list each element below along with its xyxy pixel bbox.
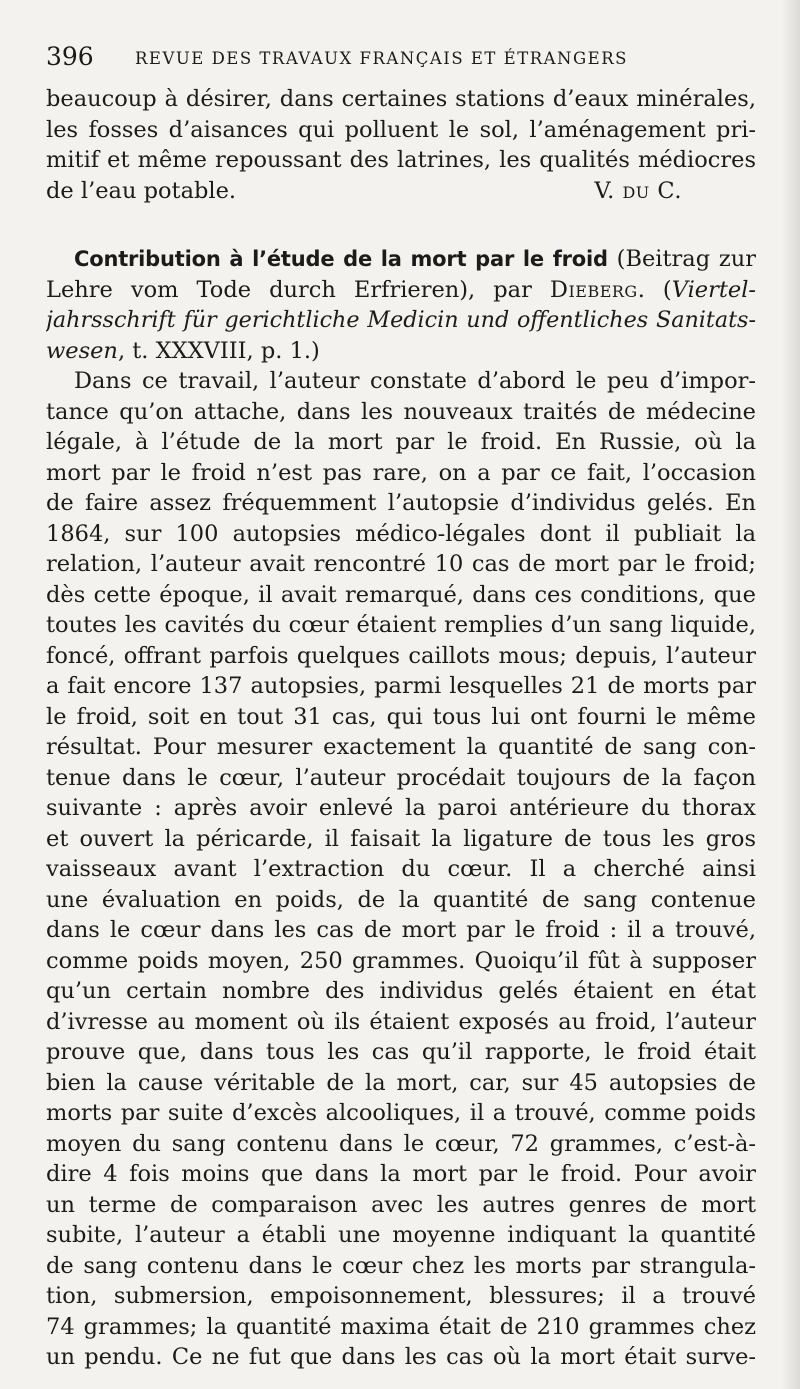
page-edge-shadow — [782, 0, 800, 1389]
body-line: légale, à l’étude de la mort par le froid. En Russie, où la — [46, 429, 756, 455]
body-line: tenue dans le cœur, l’auteur procédait toujours de la façon — [46, 764, 756, 791]
body-line: suivante : après avoir enlevé la paroi antérieure du thorax — [46, 795, 756, 821]
previous-review-line: de l’eau potable. — [46, 177, 237, 204]
body-line: tance qu’on attache, dans les nouveaux traités de médecine — [46, 398, 756, 425]
body-line: mort par le froid n’est pas rare, on a par ce fait, l’occasion — [46, 459, 756, 486]
body-line: a fait encore 137 autopsies, parmi lesquelles 21 de morts par — [46, 673, 756, 699]
article-title: Contribution à l’étude de la mort par le froid — [74, 247, 608, 271]
body-line: tion, submersion, empoisonnement, blessures; il a trouvé — [46, 1283, 756, 1309]
body-line: vaisseaux avant l’extraction du cœur. Il a cherché ainsi — [46, 856, 756, 882]
body-line: et ouvert la péricarde, il faisait la ligature de tous les gros — [46, 825, 756, 852]
article-author: Dieberg — [549, 276, 638, 303]
page-body — [46, 84, 756, 1373]
previous-review-line: les fosses d’aisances qui polluent le sol, l’aménagement pri- — [46, 116, 756, 143]
body-line: Dans ce travail, l’auteur constate d’abord le peu d’impor- — [74, 368, 756, 394]
body-line: 74 grammes; la quantité maxima était de 210 grammes chez — [46, 1313, 756, 1340]
journal-name-line: jahrsschrift für gerichtliche Medicin und offentliches Sanitats- — [46, 307, 756, 333]
body-line: bien la cause véritable de la mort, car, sur 45 autopsies de — [46, 1069, 756, 1096]
body-line: prouve que, dans tous les cas qu’il rapporte, le froid était — [46, 1039, 756, 1065]
previous-review-line: beaucoup à désirer, dans certaines stations d’eaux minérales, — [46, 86, 756, 112]
body-line: de sang contenu dans le cœur chez les morts par strangula- — [46, 1252, 756, 1279]
body-line: 1864, sur 100 autopsies médico-légales dont il publiait la — [46, 520, 756, 547]
running-head — [46, 40, 758, 74]
body-line: dès cette époque, il avait remarqué, dans ces conditions, que — [46, 581, 756, 608]
article-heading-line — [46, 244, 756, 275]
body-line: foncé, offrant parfois quelques caillots mous; depuis, l’auteur — [46, 642, 756, 669]
body-line: le froid, soit en tout 31 cas, qui tous lui ont fourni le même — [46, 703, 756, 730]
previous-review-line: mitif et même repoussant des latrines, les qualités médiocres — [46, 147, 756, 173]
body-line: un pendu. Ce ne fut que dans les cas où la mort était surve- — [46, 1344, 756, 1370]
journal-volume: , t. XXXVIII, p. 1.) — [117, 337, 320, 364]
body-line: moyen du sang contenu dans le cœur, 72 grammes, c’est-à- — [46, 1130, 756, 1157]
journal-name-end: wesen — [46, 337, 118, 364]
body-line: qu’un certain nombre des individus gelés étaient en état — [46, 978, 756, 1004]
body-line: morts par suite d’excès alcooliques, il a trouvé, comme poids — [46, 1100, 756, 1126]
article-punctuation: . ( — [637, 276, 672, 303]
body-line: dire 4 fois moins que dans la mort par le froid. Pour avoir — [46, 1161, 756, 1187]
running-head-title: REVUE DES TRAVAUX FRANÇAIS ET ÉTRANGERS — [135, 49, 628, 68]
body-line: de faire assez fréquemment l’autopsie d’individus gelés. En — [46, 490, 756, 516]
body-line: dans le cœur dans les cas de mort par le froid : il a trouvé, — [46, 917, 756, 943]
reviewer-signature: V. du C. — [594, 177, 682, 204]
article-heading-line — [46, 275, 756, 306]
journal-reference-line — [46, 336, 756, 367]
page-number: 396 — [46, 42, 94, 71]
body-line: comme poids moyen, 250 grammes. Quoiqu’il fût à supposer — [46, 947, 756, 974]
article-original-title-text: Lehre vom Tode durch Erfrieren), par — [46, 276, 550, 303]
body-line: une évaluation en poids, de la quantité de sang contenue — [46, 886, 756, 913]
body-line: résultat. Pour mesurer exactement la quantité de sang con- — [46, 734, 756, 760]
article-title-original: (Beitrag zur — [607, 246, 756, 272]
body-line: un terme de comparaison avec les autres genres de mort — [46, 1191, 756, 1218]
journal-name-start: Viertel- — [671, 276, 756, 303]
body-line: d’ivresse au moment où ils étaient exposés au froid, l’auteur — [46, 1008, 756, 1035]
previous-review-last-line — [46, 176, 756, 207]
body-line: toutes les cavités du cœur étaient remplies d’un sang liquide, — [46, 612, 756, 638]
body-line: subite, l’auteur a établi une moyenne indiquant la quantité — [46, 1222, 756, 1248]
body-line: relation, l’auteur avait rencontré 10 cas de mort par le froid; — [46, 551, 756, 577]
